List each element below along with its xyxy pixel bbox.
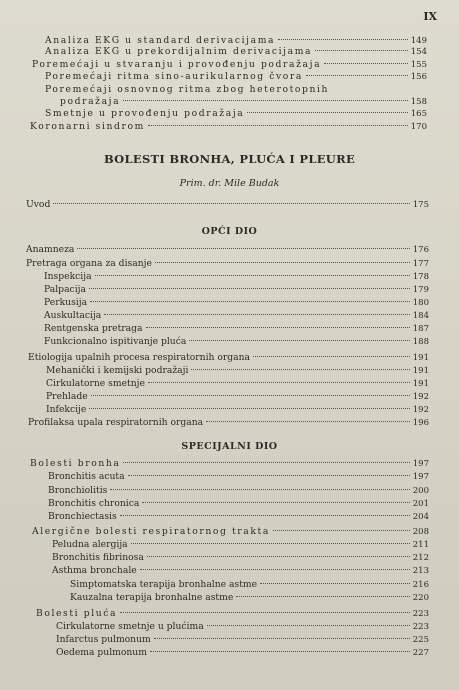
- toc-entry: Mehanički i kemijski podražaji 191: [46, 365, 429, 376]
- subsection-title-opci: OPĆI DIO: [201, 226, 258, 237]
- toc-entry: Poremećaji u stvaranju i provođenju podražaja 155: [32, 59, 427, 70]
- toc-entry: Koronarni sindrom 170: [30, 121, 427, 132]
- toc-entry: Peludna alergija 211: [52, 539, 429, 550]
- toc-entry: Profilaksa upala respiratornih organa 196: [28, 417, 429, 428]
- toc-entry: Bolesti pluća 223: [36, 608, 429, 619]
- author-line: Prim. dr. Mile Budak: [179, 178, 280, 189]
- toc-entry: Bronchitis acuta 197: [48, 471, 429, 482]
- toc-entry: Cirkulatorne smetnje u plućima 223: [56, 621, 429, 632]
- toc-entry: podražaja 158: [60, 96, 427, 107]
- toc-entry: Pretraga organa za disanje 177: [26, 258, 429, 269]
- toc-entry: Infarctus pulmonum 225: [56, 634, 429, 645]
- toc-entry: Smetnje u provođenju podražaja 165: [45, 108, 427, 119]
- toc-entry: Bolesti bronha 197: [30, 458, 429, 469]
- toc-entry: Poremećaji ritma sino-aurikularnog čvora 156: [45, 71, 427, 82]
- toc-entry: Etiologija upalnih procesa respiratornih organa 191: [28, 352, 429, 363]
- toc-entry: Asthma bronchale 213: [52, 565, 429, 576]
- toc-entry: Perkusija 180: [44, 297, 429, 308]
- page-number: IX: [423, 10, 437, 23]
- toc-entry: Alergične bolesti respiratornog trakta 208: [32, 526, 429, 537]
- toc-entry: Funkcionalno ispitivanje pluća 188: [44, 336, 429, 347]
- toc-entry: Palpacija 179: [44, 284, 429, 295]
- toc-entry: Analiza EKG u standard derivacijama 149: [45, 35, 427, 46]
- subsection-title-specijalni: SPECIJALNI DIO: [181, 441, 278, 452]
- toc-entry: Prehlade 192: [46, 391, 429, 402]
- toc-entry: Inspekcija 178: [44, 271, 429, 282]
- toc-entry: Bronchiectasis 204: [48, 511, 429, 522]
- toc-entry: Kauzalna terapija bronhalne astme 220: [70, 592, 429, 603]
- toc-entry: Bronchiolitis 200: [48, 485, 429, 496]
- toc-entry: Oedema pulmonum 227: [56, 647, 429, 658]
- toc-entry: Uvod 175: [26, 199, 429, 210]
- toc-entry: Poremećaji osnovnog ritma zbog heterotopnih: [45, 84, 330, 95]
- section-title: BOLESTI BRONHA, PLUĆA I PLEURE: [103, 152, 356, 166]
- toc-entry: Cirkulatorne smetnje 191: [46, 378, 429, 389]
- toc-entry: Bronchitis fibrinosa 212: [52, 552, 429, 563]
- toc-entry: Simptomatska terapija bronhalne astme 216: [70, 579, 429, 590]
- toc-entry: Anamneza 176: [26, 244, 429, 255]
- toc-entry: Infekcije 192: [46, 404, 429, 415]
- toc-entry: Rentgenska pretraga 187: [44, 323, 429, 334]
- toc-entry: Bronchitis chronica 201: [48, 498, 429, 509]
- toc-entry: Analiza EKG u prekordijalnim derivacijama 154: [45, 46, 427, 57]
- toc-entry: Auskultacija 184: [44, 310, 429, 321]
